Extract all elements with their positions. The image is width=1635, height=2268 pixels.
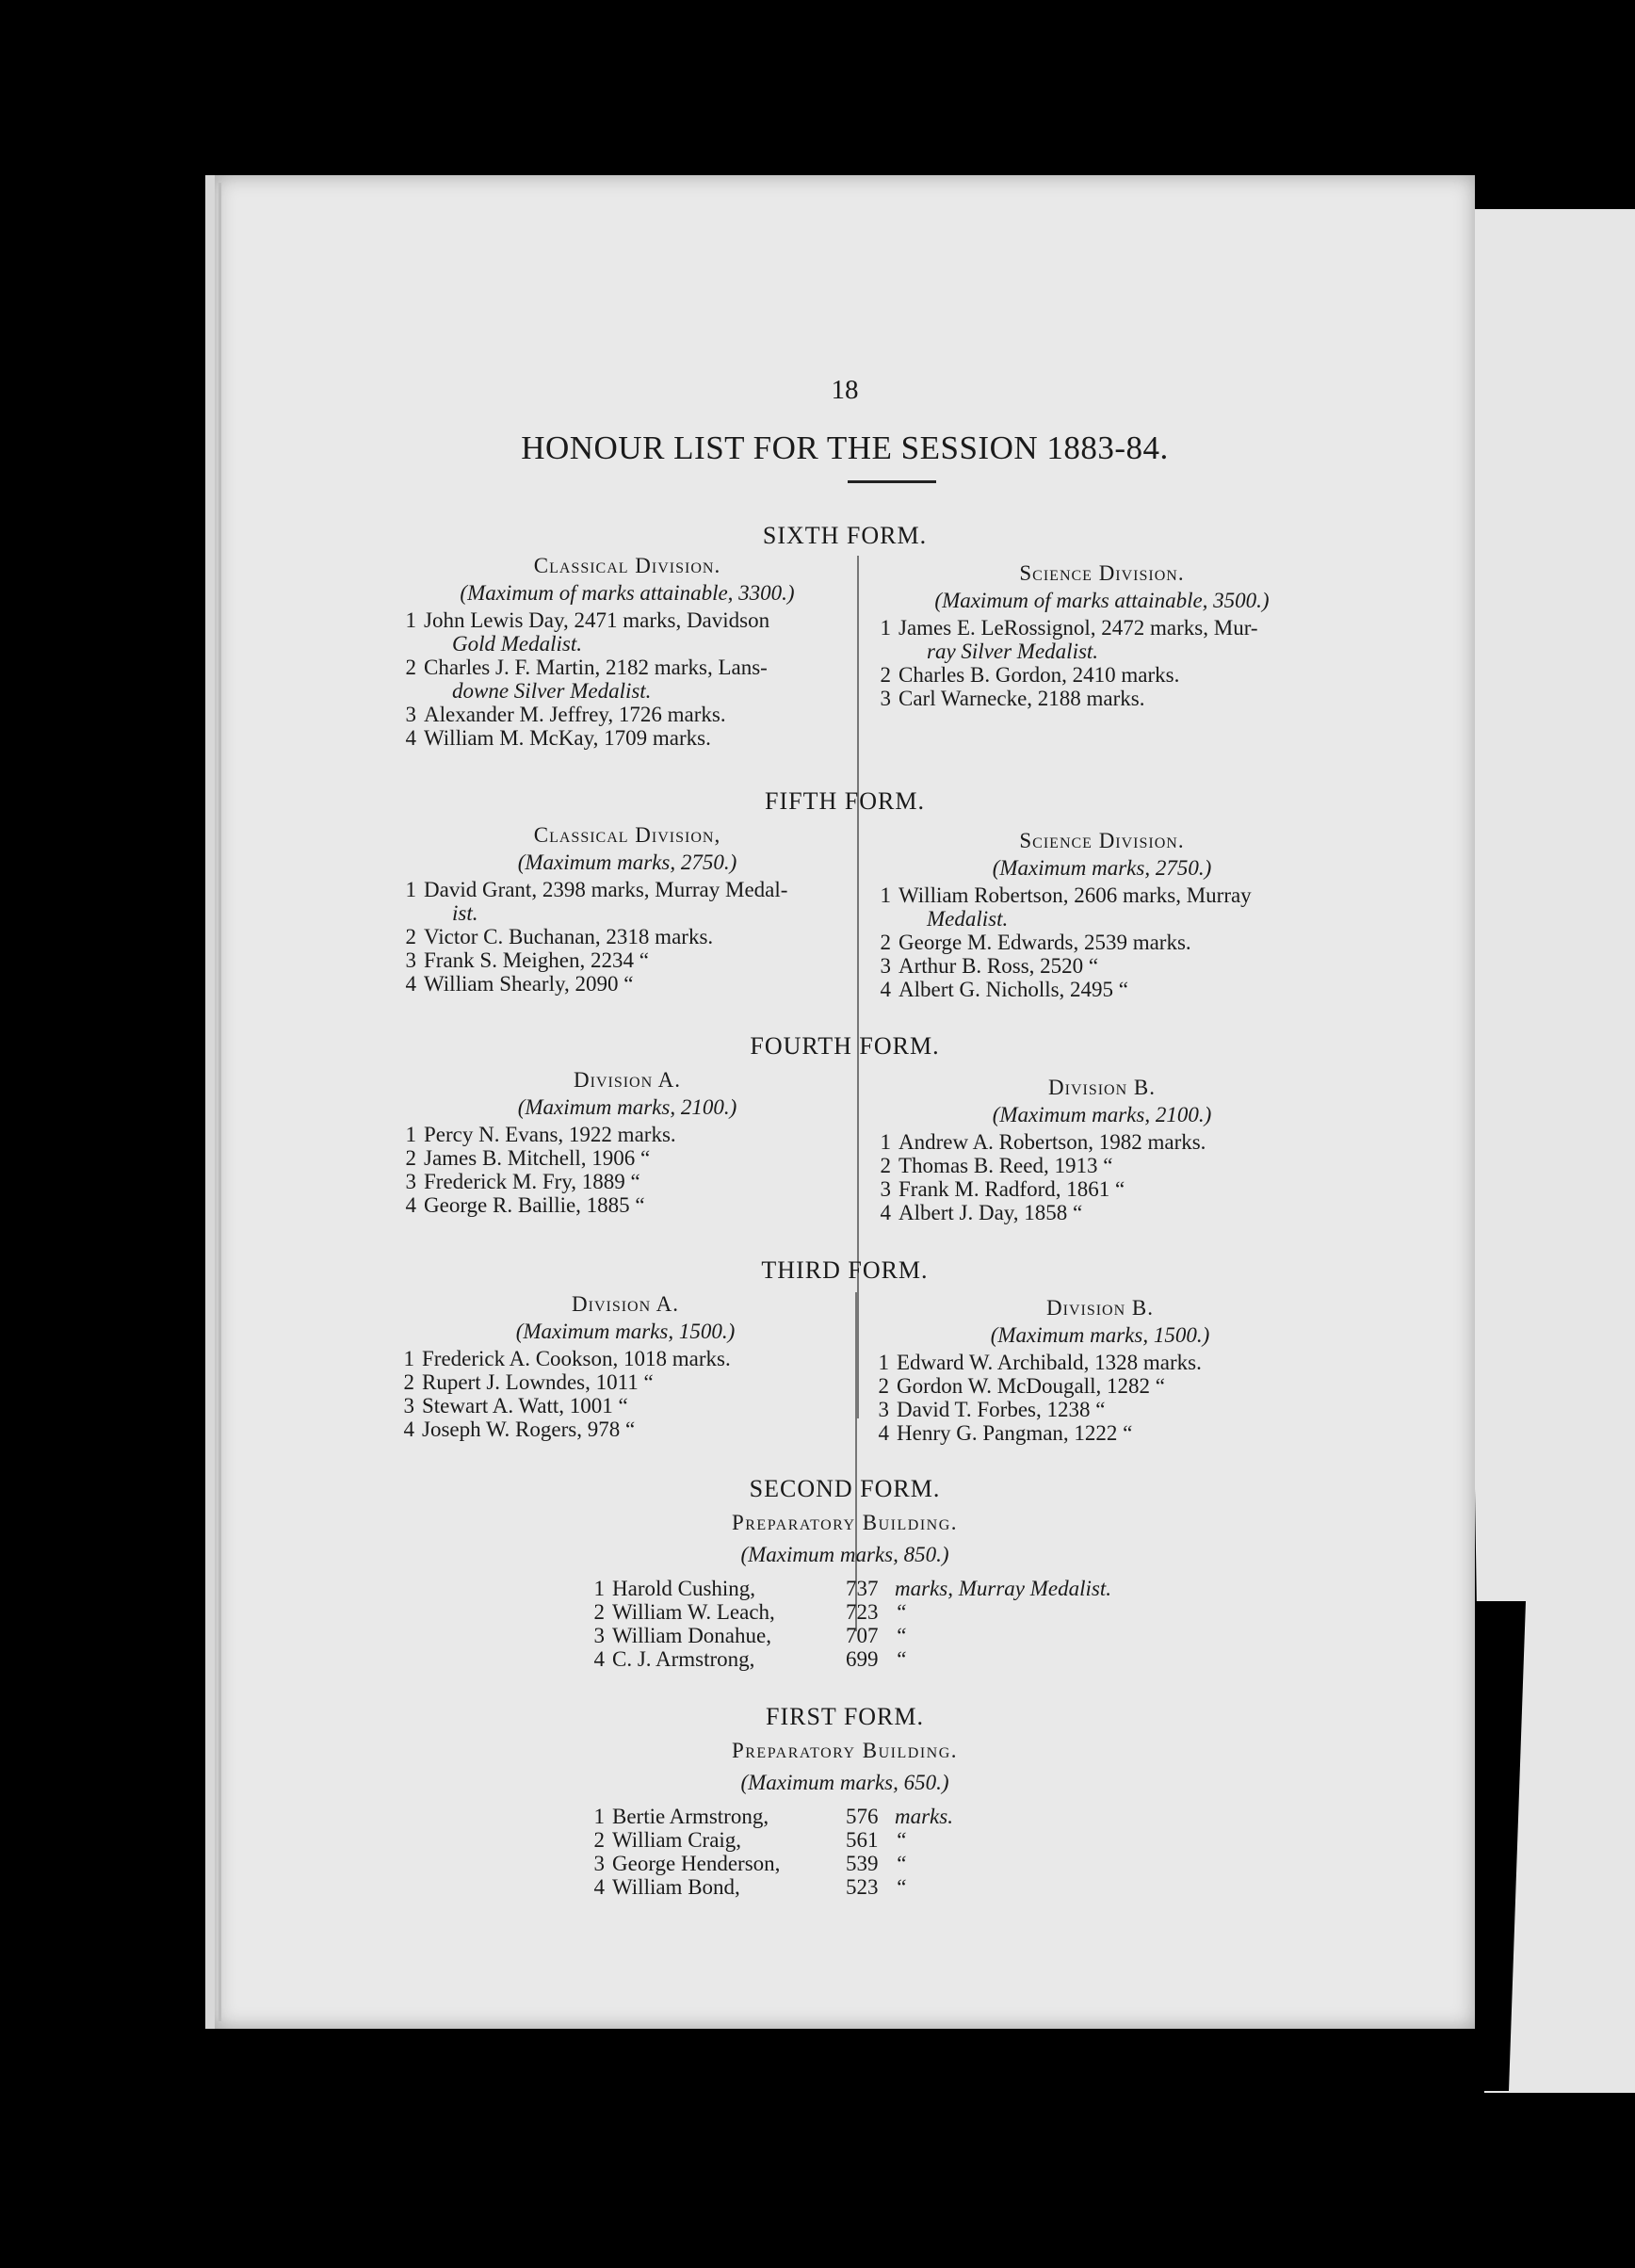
rank-number: 4 (878, 1421, 889, 1445)
marks-note: “ (895, 1624, 907, 1647)
rank-number: 3 (878, 1398, 889, 1421)
entry-text: Percy N. Evans, 1922 marks. (424, 1123, 676, 1146)
list-item (392, 1146, 863, 1170)
rank-number: 2 (405, 1146, 416, 1170)
list-item (580, 1624, 1239, 1647)
list-item (580, 1828, 1239, 1852)
list-item (865, 1421, 1336, 1445)
rank-number: 4 (880, 1201, 891, 1224)
list-item (392, 726, 863, 750)
rank-number: 4 (880, 978, 891, 1001)
marks-note: “ (895, 1647, 907, 1671)
rank-number: 2 (405, 656, 416, 679)
page-content (215, 175, 1475, 2029)
title-rule (848, 480, 936, 483)
list-item (866, 663, 1337, 687)
rank-number: 1 (593, 1577, 605, 1600)
rank-number: 3 (405, 1170, 416, 1193)
sixth-classical-column (392, 554, 863, 750)
student-name: C. J. Armstrong, (612, 1647, 755, 1671)
list-item (580, 1805, 1239, 1828)
entry-list (866, 616, 1337, 710)
list-item (392, 608, 863, 656)
list-item (392, 948, 863, 972)
rank-number: 4 (593, 1875, 605, 1899)
list-item (865, 1398, 1336, 1421)
division-heading: Classical Division. (533, 554, 721, 577)
entry-text: Frank S. Meighen, 2234 “ (424, 948, 649, 972)
student-name: William W. Leach, (612, 1600, 775, 1624)
entry-list (866, 883, 1337, 1001)
max-marks: (Maximum marks, 850.) (740, 1543, 949, 1566)
list-item (392, 1193, 863, 1217)
max-marks: (Maximum marks, 2750.) (992, 856, 1212, 880)
marks-value: 707 (846, 1624, 879, 1647)
sixth-form-heading: SIXTH FORM. (762, 522, 928, 549)
marks-value: 561 (846, 1828, 879, 1852)
rank-number: 1 (880, 616, 891, 640)
list-item (866, 954, 1337, 978)
entry-text: Alexander M. Jeffrey, 1726 marks. (424, 703, 726, 726)
rank-number: 3 (593, 1624, 605, 1647)
marks-note: “ (895, 1600, 907, 1624)
entry-list (392, 1123, 863, 1217)
entry-continuation: ist. (452, 901, 478, 925)
rank-number: 1 (405, 608, 416, 632)
marks-note: marks, Murray Medalist. (895, 1577, 1111, 1600)
entry-text: Frank M. Radford, 1861 “ (898, 1177, 1125, 1201)
rank-number: 3 (880, 687, 891, 710)
list-item (580, 1577, 1239, 1600)
entry-continuation: downe Silver Medalist. (452, 679, 652, 703)
marks-note: “ (895, 1875, 907, 1899)
entry-text: James B. Mitchell, 1906 “ (424, 1146, 651, 1170)
entry-list (392, 878, 863, 996)
entry-continuation: ray Silver Medalist. (927, 640, 1099, 663)
entry-text: Joseph W. Rogers, 978 “ (422, 1418, 636, 1441)
rank-number: 1 (878, 1351, 889, 1374)
list-item (390, 1347, 861, 1370)
student-name: William Bond, (612, 1875, 740, 1899)
marks-value: 737 (846, 1577, 879, 1600)
rank-number: 3 (880, 1177, 891, 1201)
marks-note: marks. (895, 1805, 953, 1828)
rank-number: 1 (593, 1805, 605, 1828)
entry-text: William Shearly, 2090 “ (424, 972, 634, 996)
rank-number: 2 (880, 1154, 891, 1177)
rank-number: 4 (405, 726, 416, 750)
rank-number: 1 (880, 1130, 891, 1154)
third-form-heading: THIRD FORM. (761, 1256, 929, 1284)
marks-value: 723 (846, 1600, 879, 1624)
rank-number: 2 (593, 1600, 605, 1624)
marks-value: 539 (846, 1852, 879, 1875)
rank-number: 1 (880, 883, 891, 907)
entry-text: Andrew A. Robertson, 1982 marks. (898, 1130, 1206, 1154)
entry-list (865, 1351, 1336, 1445)
entry-continuation: Gold Medalist. (452, 632, 582, 656)
entry-text: Edward W. Archibald, 1328 marks. (897, 1351, 1202, 1374)
rank-number: 1 (403, 1347, 414, 1370)
max-marks: (Maximum marks, 2100.) (517, 1095, 737, 1119)
entry-text: George M. Edwards, 2539 marks. (898, 931, 1191, 954)
fifth-classical-column (392, 823, 863, 996)
fifth-form-heading: FIFTH FORM. (765, 787, 925, 815)
building-heading: Preparatory Building. (731, 1739, 959, 1762)
page-title: HONOUR LIST FOR THE SESSION 1883-84. (521, 429, 1169, 466)
fifth-science-column (866, 829, 1337, 1001)
entry-text: Victor C. Buchanan, 2318 marks. (424, 925, 714, 948)
rank-number: 2 (405, 925, 416, 948)
entry-text: Albert G. Nicholls, 2495 “ (898, 978, 1129, 1001)
max-marks: (Maximum marks, 650.) (740, 1771, 949, 1794)
entry-text: Frederick A. Cookson, 1018 marks. (422, 1347, 731, 1370)
rank-number: 4 (403, 1418, 414, 1441)
list-item (866, 1130, 1337, 1154)
entry-text: George R. Baillie, 1885 “ (424, 1193, 645, 1217)
entry-text: David Grant, 2398 marks, Murray Medal- (424, 878, 788, 901)
max-marks: (Maximum marks, 1500.) (515, 1320, 736, 1343)
list-item (392, 925, 863, 948)
second-form-entries (580, 1577, 1239, 1671)
list-item (390, 1370, 861, 1394)
rank-number: 4 (405, 972, 416, 996)
rank-number: 2 (403, 1370, 414, 1394)
list-item (866, 883, 1337, 931)
entry-text: Charles J. F. Martin, 2182 marks, Lans- (424, 656, 768, 679)
entry-text: Thomas B. Reed, 1913 “ (898, 1154, 1113, 1177)
student-name: George Henderson, (612, 1852, 781, 1875)
list-item (866, 616, 1337, 663)
division-heading: Division B. (1048, 1076, 1156, 1099)
entry-text: Charles B. Gordon, 2410 marks. (898, 663, 1180, 687)
entry-list (390, 1347, 861, 1441)
max-marks: (Maximum of marks attainable, 3500.) (934, 589, 1270, 612)
fourth-a-column (392, 1068, 863, 1217)
entry-text: Arthur B. Ross, 2520 “ (898, 954, 1099, 978)
third-b-column (865, 1296, 1336, 1445)
entry-text: James E. LeRossignol, 2472 marks, Mur- (898, 616, 1258, 640)
max-marks: (Maximum of marks attainable, 3300.) (460, 581, 795, 605)
list-item (580, 1647, 1239, 1671)
rank-number: 2 (878, 1374, 889, 1398)
third-a-column (390, 1292, 861, 1441)
list-item (580, 1875, 1239, 1899)
sixth-science-column (866, 561, 1337, 710)
rank-number: 3 (593, 1852, 605, 1875)
max-marks: (Maximum marks, 1500.) (990, 1323, 1210, 1347)
rank-number: 4 (405, 1193, 416, 1217)
rank-number: 1 (405, 878, 416, 901)
list-item (580, 1852, 1239, 1875)
document-page (205, 175, 1475, 2029)
marks-value: 699 (846, 1647, 879, 1671)
page-number: 18 (831, 375, 859, 405)
entry-text: William M. McKay, 1709 marks. (424, 726, 711, 750)
entry-text: Henry G. Pangman, 1222 “ (897, 1421, 1133, 1445)
entry-text: Carl Warnecke, 2188 marks. (898, 687, 1145, 710)
fourth-b-column (866, 1076, 1337, 1224)
list-item (866, 687, 1337, 710)
list-item (580, 1600, 1239, 1624)
student-name: Harold Cushing, (612, 1577, 756, 1600)
list-item (865, 1374, 1336, 1398)
list-item (865, 1351, 1336, 1374)
entry-continuation: Medalist. (927, 907, 1009, 931)
marks-note: “ (895, 1828, 907, 1852)
student-name: William Craig, (612, 1828, 742, 1852)
division-heading: Science Division. (1019, 561, 1185, 585)
rank-number: 3 (405, 948, 416, 972)
entry-list (392, 608, 863, 750)
list-item (866, 931, 1337, 954)
building-heading: Preparatory Building. (731, 1511, 959, 1534)
entry-text: John Lewis Day, 2471 marks, Davidson (424, 608, 770, 632)
list-item (866, 1177, 1337, 1201)
rank-number: 1 (405, 1123, 416, 1146)
list-item (392, 972, 863, 996)
rank-number: 2 (880, 931, 891, 954)
list-item (392, 1123, 863, 1146)
entry-text: Gordon W. McDougall, 1282 “ (897, 1374, 1165, 1398)
max-marks: (Maximum marks, 2100.) (992, 1103, 1212, 1126)
rank-number: 3 (403, 1394, 414, 1418)
entry-text: William Robertson, 2606 marks, Murray (898, 883, 1252, 907)
list-item (392, 1170, 863, 1193)
list-item (392, 878, 863, 925)
rank-number: 3 (405, 703, 416, 726)
student-name: William Donahue, (612, 1624, 771, 1647)
entry-text: Stewart A. Watt, 1001 “ (422, 1394, 628, 1418)
second-form-heading: SECOND FORM. (749, 1475, 941, 1502)
entry-text: Frederick M. Fry, 1889 “ (424, 1170, 640, 1193)
entry-text: Albert J. Day, 1858 “ (898, 1201, 1083, 1224)
division-heading: Division A. (574, 1068, 681, 1092)
rank-number: 4 (593, 1647, 605, 1671)
rank-number: 2 (593, 1828, 605, 1852)
marks-note: “ (895, 1852, 907, 1875)
entry-text: David T. Forbes, 1238 “ (897, 1398, 1106, 1421)
list-item (392, 656, 863, 703)
division-heading: Classical Division, (533, 823, 721, 847)
entry-list (866, 1130, 1337, 1224)
list-item (866, 1154, 1337, 1177)
division-heading: Science Division. (1019, 829, 1185, 852)
division-heading: Division A. (572, 1292, 679, 1316)
rank-number: 2 (880, 663, 891, 687)
first-form-heading: FIRST FORM. (765, 1703, 925, 1730)
marks-value: 576 (846, 1805, 879, 1828)
list-item (392, 703, 863, 726)
fourth-form-heading: FOURTH FORM. (750, 1032, 940, 1060)
rank-number: 3 (880, 954, 891, 978)
marks-value: 523 (846, 1875, 879, 1899)
list-item (866, 1201, 1337, 1224)
entry-text: Rupert J. Lowndes, 1011 “ (422, 1370, 654, 1394)
student-name: Bertie Armstrong, (612, 1805, 769, 1828)
list-item (866, 978, 1337, 1001)
max-marks: (Maximum marks, 2750.) (517, 850, 737, 874)
first-form-entries (580, 1805, 1239, 1899)
division-heading: Division B. (1046, 1296, 1154, 1320)
list-item (390, 1418, 861, 1441)
list-item (390, 1394, 861, 1418)
